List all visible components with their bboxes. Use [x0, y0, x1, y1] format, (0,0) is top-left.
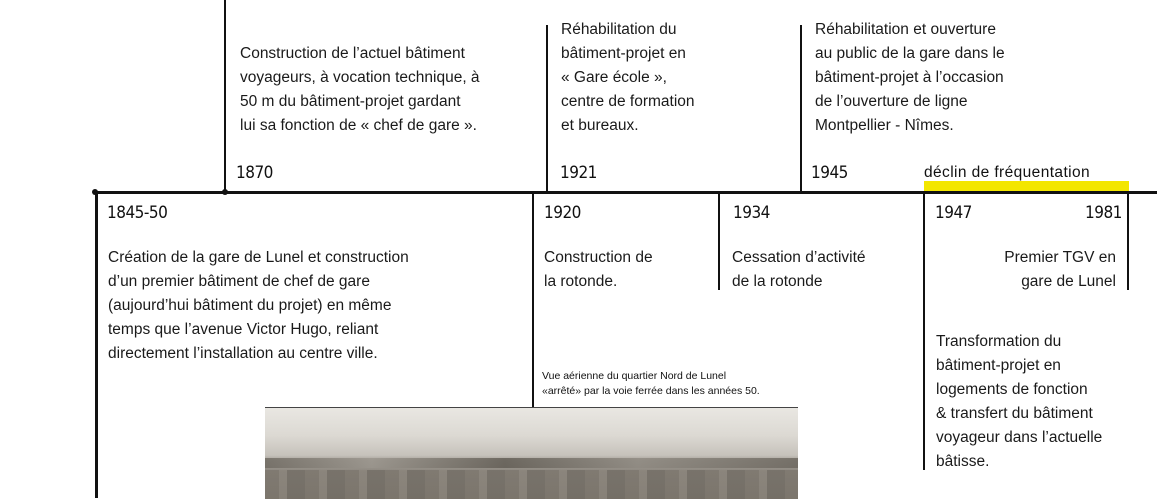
marker-1934: [718, 192, 720, 290]
year-1921: 1921: [560, 163, 597, 183]
event-1945-text: Réhabilitation et ouverture au public de la gare dans le bâtiment-projet à l’occasion de l’ouverture de ligne Montpellier - Nîmes.: [815, 21, 1005, 134]
year-1981: 1981: [1085, 203, 1122, 223]
photo-caption: Vue aérienne du quartier Nord de Lunel «arrêté» par la voie ferrée dans les années 50.: [542, 370, 760, 397]
decline-label: déclin de fréquentation: [924, 164, 1091, 181]
year-1920: 1920: [544, 203, 581, 223]
timeline-axis: [95, 191, 1157, 194]
aerial-photo: [265, 407, 798, 499]
event-1845-text: Création de la gare de Lunel et construction d’un premier bâtiment de chef de gare (aujourd’hui bâtiment du projet) en même temps que l’avenue Victor Hugo, reliant directement l’installation au centre ville.: [108, 249, 409, 362]
marker-1945: [800, 25, 802, 192]
marker-1981: [1127, 192, 1129, 290]
year-1945: 1945: [811, 163, 848, 183]
marker-1845: [95, 192, 98, 498]
photo-fields: [265, 470, 798, 499]
year-1845-50: 1845-50: [107, 203, 168, 223]
year-1870: 1870: [236, 163, 273, 183]
year-1934: 1934: [733, 203, 770, 223]
event-1870-text: Construction de l’actuel bâtiment voyageurs, à vocation technique, à 50 m du bâtiment-projet gardant lui sa fonction de « chef de gare ».: [240, 45, 480, 134]
event-1947-text: Transformation du bâtiment-projet en logements de fonction & transfert du bâtiment voyageur dans l’actuelle bâtisse.: [936, 333, 1103, 470]
marker-1947: [923, 192, 925, 470]
photo-horizon: [265, 458, 798, 468]
event-1934-text: Cessation d’activité de la rotonde: [732, 249, 866, 290]
marker-1870: [224, 0, 226, 192]
marker-1921: [546, 25, 548, 192]
event-1981-text: Premier TGV en gare de Lunel: [1004, 249, 1116, 290]
decline-highlight: [924, 181, 1129, 191]
event-1921-text: Réhabilitation du bâtiment-projet en « Gare école », centre de formation et bureaux.: [561, 21, 695, 134]
year-1947: 1947: [935, 203, 972, 223]
marker-1920: [532, 192, 534, 407]
event-1920-text: Construction de la rotonde.: [544, 249, 653, 290]
